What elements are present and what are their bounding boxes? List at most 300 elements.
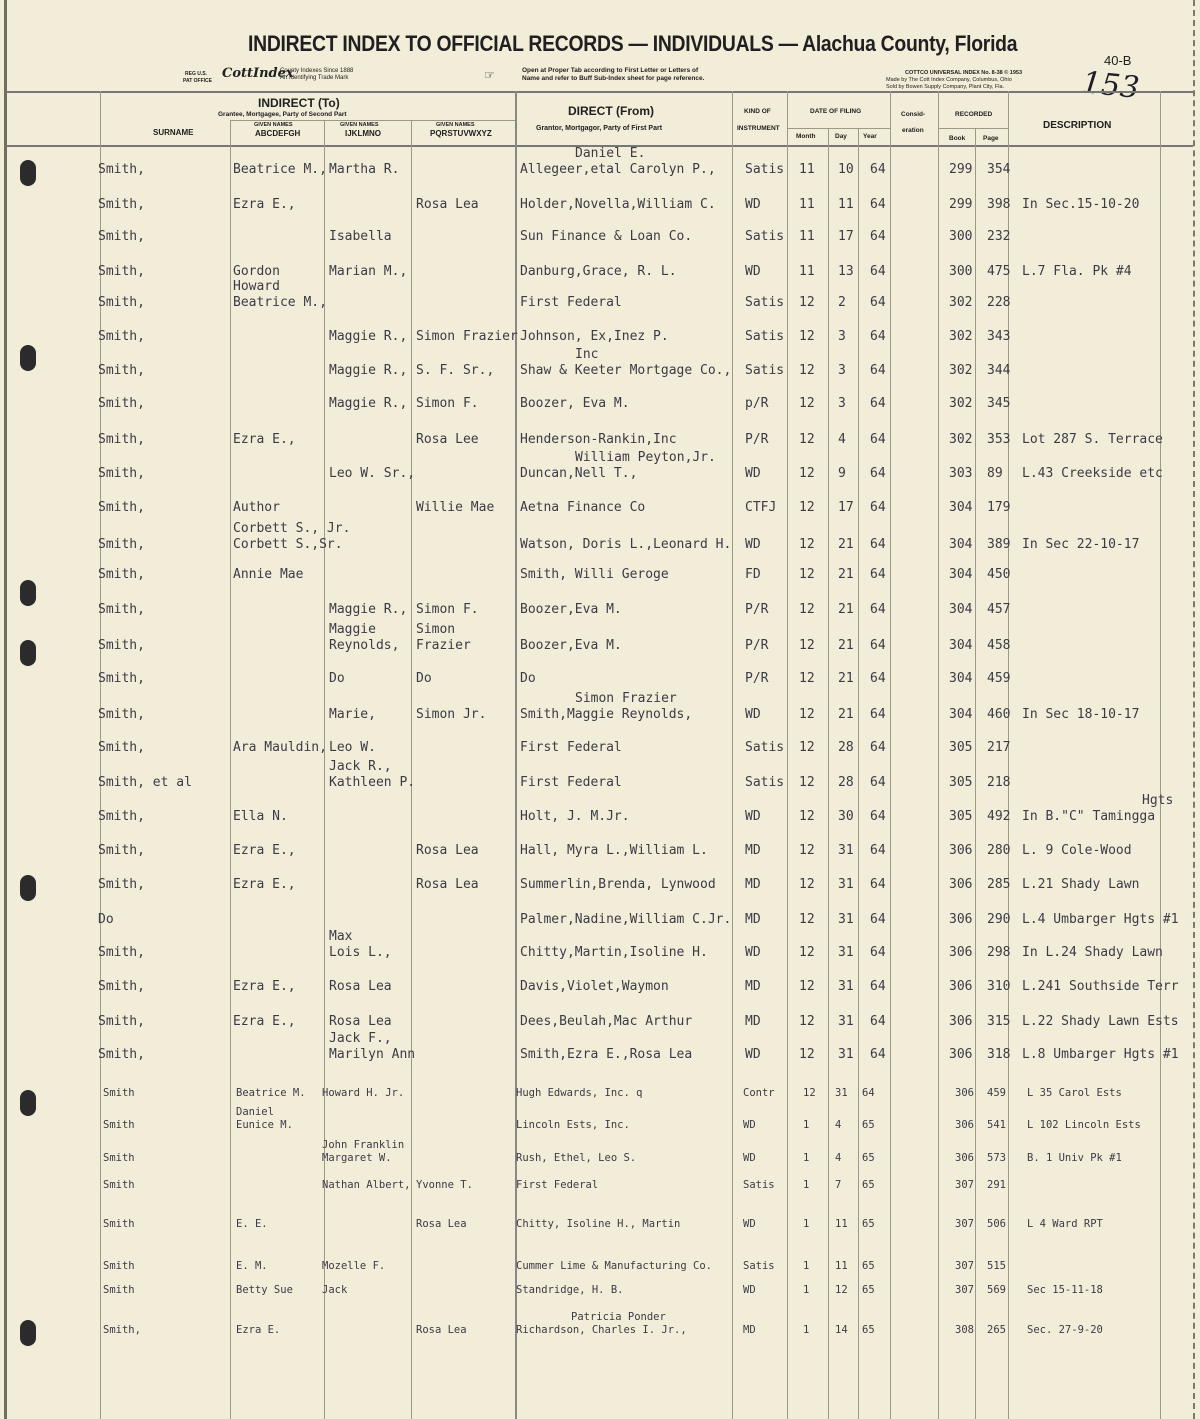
grantor-cell: Aetna Finance Co <box>520 500 646 515</box>
filing-day-cell: 31 <box>838 1047 854 1062</box>
grantor-cell: Allegeer,etal Carolyn P., <box>520 162 716 177</box>
given-names-label: GIVEN NAMES <box>254 122 293 128</box>
page-left-edge <box>4 0 7 1419</box>
direct-subheader: Grantor, Mortgagor, Party of First Part <box>536 125 663 132</box>
filing-day-cell: 28 <box>838 740 854 755</box>
filing-year-cell: 64 <box>870 1014 886 1029</box>
instrument-kind-cell: Satis <box>743 1260 775 1272</box>
given-name-i-o-upper-line: Jack F., <box>329 1031 392 1046</box>
instrument-kind-cell: WD <box>743 1218 756 1230</box>
binder-hole <box>20 640 36 666</box>
record-page-cell: 228 <box>987 295 1011 310</box>
surname-cell: Smith, <box>98 295 145 310</box>
record-page-cell: 475 <box>987 264 1011 279</box>
record-page-cell: 285 <box>987 877 1011 892</box>
grantor-upper-line: Simon Frazier <box>575 691 677 706</box>
grantor-cell: Boozer,Eva M. <box>520 602 622 617</box>
col-divider <box>100 91 101 1419</box>
record-book-cell: 304 <box>949 602 973 617</box>
description-cell: L. 9 Cole-Wood <box>1022 843 1132 858</box>
record-page-cell: 217 <box>987 740 1011 755</box>
page-header: Page <box>983 135 999 142</box>
filing-month-cell: 12 <box>799 396 815 411</box>
grantor-upper-line: William Peyton,Jr. <box>575 450 716 465</box>
description-cell: Lot 287 S. Terrace <box>1022 432 1163 447</box>
record-page-cell: 541 <box>987 1119 1006 1131</box>
instrument-kind-cell: WD <box>745 945 761 960</box>
given-name-a-h-cell: Ezra E., <box>233 979 296 994</box>
given-name-i-o-cell: Reynolds, <box>329 638 400 653</box>
surname-cell: Smith, <box>98 809 145 824</box>
day-header: Day <box>835 133 847 140</box>
binder-hole <box>20 160 36 186</box>
filing-year-cell: 65 <box>862 1260 875 1272</box>
record-book-cell: 306 <box>949 1047 973 1062</box>
description-cell: L.43 Creekside etc <box>1022 466 1163 481</box>
filing-day-cell: 31 <box>838 1014 854 1029</box>
given-name-i-o-cell: Maggie R., <box>329 329 408 344</box>
filing-month-cell: 12 <box>799 1014 815 1029</box>
record-page-cell: 450 <box>987 567 1011 582</box>
given-name-i-o-cell: Howard H. Jr. <box>322 1087 405 1099</box>
filing-year-cell: 65 <box>862 1218 875 1230</box>
grantor-upper-line: Patricia Ponder <box>571 1311 666 1323</box>
record-book-cell: 299 <box>949 197 973 212</box>
instrument-kind-cell: CTFJ <box>745 500 777 515</box>
filing-day-cell: 31 <box>838 945 854 960</box>
record-book-cell: 304 <box>949 537 973 552</box>
instrument-kind-cell: P/R <box>745 638 769 653</box>
instrument-kind-cell: Satis <box>745 740 785 755</box>
filing-year-cell: 64 <box>870 979 886 994</box>
filing-month-cell: 1 <box>803 1218 810 1230</box>
surname-cell: Smith, <box>98 500 145 515</box>
description-cell: Sec. 27-9-20 <box>1027 1324 1103 1336</box>
filing-day-cell: 14 <box>835 1324 848 1336</box>
book-header: Book <box>949 135 966 142</box>
filing-day-cell: 4 <box>835 1152 842 1164</box>
given-names-label: GIVEN NAMES <box>436 122 475 128</box>
filing-year-cell: 64 <box>862 1087 875 1099</box>
recorded-header: RECORDED <box>955 111 993 118</box>
surname-cell: Smith, <box>98 1047 145 1062</box>
given-name-a-h-cell: Corbett S.,Sr. <box>233 537 343 552</box>
surname-cell: Smith, <box>98 197 145 212</box>
surname-cell: Smith, <box>98 537 145 552</box>
given-name-p-z-cell: S. F. Sr., <box>416 363 495 378</box>
filing-year-cell: 65 <box>862 1284 875 1296</box>
surname-cell: Smith, <box>98 638 145 653</box>
record-book-cell: 306 <box>949 912 973 927</box>
instrument-kind-cell: Satis <box>745 229 785 244</box>
record-book-cell: 305 <box>949 809 973 824</box>
filing-day-cell: 31 <box>838 979 854 994</box>
record-book-cell: 304 <box>949 638 973 653</box>
instrument-kind-cell: WD <box>745 809 761 824</box>
filing-month-cell: 12 <box>799 912 815 927</box>
col-divider <box>858 128 859 1419</box>
col-divider <box>890 91 891 1419</box>
filing-year-cell: 64 <box>870 295 886 310</box>
given-name-i-o-cell: Nathan Albert, <box>322 1179 411 1191</box>
record-page-cell: 506 <box>987 1218 1006 1230</box>
surname-cell: Smith, et al <box>98 775 192 790</box>
record-book-cell: 305 <box>949 775 973 790</box>
binder-hole <box>20 1320 36 1346</box>
filing-month-cell: 12 <box>803 1087 816 1099</box>
surname-cell: Smith, <box>98 432 145 447</box>
filing-month-cell: 11 <box>799 264 815 279</box>
filing-month-cell: 1 <box>803 1119 810 1131</box>
given-name-p-z-cell: Yvonne T. <box>416 1179 473 1191</box>
instruction-line1: Open at Proper Tab according to First Letter or Letters of <box>522 67 699 74</box>
given-name-i-o-cell: Leo W. Sr., <box>329 466 416 481</box>
grantor-cell: Chitty, Isoline H., Martin <box>516 1218 681 1230</box>
filing-year-cell: 64 <box>870 877 886 892</box>
record-book-cell: 300 <box>949 264 973 279</box>
binder-hole <box>20 1090 36 1116</box>
given-range-i-o: IJKLMNO <box>345 129 381 138</box>
instrument-kind-cell: P/R <box>745 432 769 447</box>
publisher-line3: Sold by Bowen Supply Company, Plant City, Fla. <box>886 84 1005 90</box>
grantor-cell: Smith,Ezra E.,Rosa Lea <box>520 1047 693 1062</box>
record-page-cell: 460 <box>987 707 1011 722</box>
filing-year-cell: 64 <box>870 1047 886 1062</box>
record-page-cell: 232 <box>987 229 1011 244</box>
record-page-cell: 218 <box>987 775 1011 790</box>
filing-year-cell: 65 <box>862 1119 875 1131</box>
record-book-cell: 306 <box>949 945 973 960</box>
filing-day-cell: 3 <box>838 363 846 378</box>
description-cell: In Sec 22-10-17 <box>1022 537 1140 552</box>
given-name-i-o-upper-line: Maggie <box>329 622 376 637</box>
col-divider <box>1160 91 1161 1419</box>
record-book-cell: 304 <box>949 500 973 515</box>
binder-hole <box>20 345 36 371</box>
record-book-cell: 306 <box>955 1087 974 1099</box>
surname-cell: Smith <box>103 1152 135 1164</box>
grantor-cell: Lincoln Ests, Inc. <box>516 1119 630 1131</box>
given-name-a-h-cell: Ella N. <box>233 809 288 824</box>
surname-cell: Smith, <box>98 671 145 686</box>
filing-year-cell: 64 <box>870 945 886 960</box>
filing-year-cell: 64 <box>870 396 886 411</box>
instrument-kind-cell: P/R <box>745 602 769 617</box>
filing-month-cell: 12 <box>799 775 815 790</box>
record-page-cell: 457 <box>987 602 1011 617</box>
description-cell: In L.24 Shady Lawn <box>1022 945 1163 960</box>
filing-month-cell: 12 <box>799 363 815 378</box>
given-name-a-h-cell: Ezra E., <box>233 432 296 447</box>
surname-cell: Smith <box>103 1218 135 1230</box>
given-name-a-h-cell: Gordon <box>233 264 280 279</box>
record-book-cell: 306 <box>949 843 973 858</box>
record-book-cell: 307 <box>955 1260 974 1272</box>
col-divider <box>828 128 829 1419</box>
given-range-p-z: PQRSTUVWXYZ <box>430 129 492 138</box>
filing-month-cell: 12 <box>799 500 815 515</box>
instrument-kind-cell: MD <box>745 912 761 927</box>
given-name-a-h-cell: Ezra E., <box>233 877 296 892</box>
instrument-kind-cell: Satis <box>745 295 785 310</box>
kind-header-1: KIND OF <box>744 108 771 115</box>
year-header: Year <box>863 133 877 140</box>
description-upper-line: Hgts <box>1142 793 1174 808</box>
instrument-kind-cell: Satis <box>745 775 785 790</box>
record-page-cell: 315 <box>987 1014 1011 1029</box>
given-name-i-o-cell: Isabella <box>329 229 392 244</box>
filing-month-cell: 12 <box>799 602 815 617</box>
grantor-cell: Hall, Myra L.,William L. <box>520 843 708 858</box>
instrument-kind-cell: FD <box>745 567 761 582</box>
given-name-a-h-cell: E. M. <box>236 1260 268 1272</box>
instrument-kind-cell: Satis <box>745 162 785 177</box>
description-cell: L.7 Fla. Pk #4 <box>1022 264 1132 279</box>
kind-header-2: INSTRUMENT <box>737 125 780 132</box>
surname-cell: Smith, <box>98 707 145 722</box>
given-name-i-o-cell: Mozelle F. <box>322 1260 386 1272</box>
instrument-kind-cell: MD <box>745 843 761 858</box>
given-name-a-h-cell: Ara Mauldin, <box>233 740 327 755</box>
given-range-a-h: ABCDEFGH <box>255 129 301 138</box>
given-name-i-o-cell: Martha R. <box>329 162 400 177</box>
instrument-kind-cell: WD <box>743 1119 756 1131</box>
filing-month-cell: 12 <box>799 877 815 892</box>
given-name-a-h-cell: Ezra E., <box>233 843 296 858</box>
col-divider <box>324 120 325 1419</box>
grantor-cell: Cummer Lime & Manufacturing Co. <box>516 1260 712 1272</box>
given-name-p-z-cell: Simon Frazier <box>416 329 518 344</box>
grantor-cell: First Federal <box>520 740 622 755</box>
record-page-cell: 573 <box>987 1152 1006 1164</box>
grantor-cell: Summerlin,Brenda, Lynwood <box>520 877 716 892</box>
given-name-i-o-cell: Margaret W. <box>322 1152 392 1164</box>
record-page-cell: 318 <box>987 1047 1011 1062</box>
filing-year-cell: 64 <box>870 197 886 212</box>
instrument-kind-cell: p/R <box>745 396 769 411</box>
given-name-i-o-upper-line: John Franklin <box>322 1139 405 1151</box>
instrument-kind-cell: Satis <box>743 1179 775 1191</box>
record-book-cell: 307 <box>955 1218 974 1230</box>
filing-month-cell: 11 <box>799 197 815 212</box>
filing-day-cell: 7 <box>835 1179 842 1191</box>
record-page-cell: 345 <box>987 396 1011 411</box>
filing-month-cell: 12 <box>799 1047 815 1062</box>
surname-cell: Smith, <box>98 396 145 411</box>
description-cell: L.4 Umbarger Hgts #1 <box>1022 912 1179 927</box>
instruction-line2: Name and refer to Buff Sub-Index sheet for page reference. <box>522 75 705 82</box>
binder-hole <box>20 580 36 606</box>
description-cell: L.241 Southside Terr <box>1022 979 1179 994</box>
filing-year-cell: 64 <box>870 638 886 653</box>
filing-year-cell: 64 <box>870 740 886 755</box>
surname-cell: Smith, <box>98 602 145 617</box>
record-book-cell: 303 <box>949 466 973 481</box>
grantor-cell: Smith,Maggie Reynolds, <box>520 707 693 722</box>
record-page-cell: 179 <box>987 500 1011 515</box>
col-divider <box>1008 91 1009 1419</box>
page-right-edge <box>1193 0 1195 1419</box>
given-name-a-h-cell: Beatrice M. <box>236 1087 306 1099</box>
given-name-a-h-cell: Annie Mae <box>233 567 304 582</box>
filing-year-cell: 64 <box>870 432 886 447</box>
given-name-p-z-cell: Simon Jr. <box>416 707 487 722</box>
instrument-kind-cell: Satis <box>745 363 785 378</box>
given-name-p-z-cell: Rosa Lea <box>416 1324 467 1336</box>
given-name-p-z-cell: Willie Mae <box>416 500 495 515</box>
surname-cell: Smith <box>103 1087 135 1099</box>
given-name-p-z-cell: Simon F. <box>416 602 479 617</box>
filing-day-cell: 17 <box>838 229 854 244</box>
filing-month-cell: 1 <box>803 1324 810 1336</box>
filing-year-cell: 64 <box>870 500 886 515</box>
given-name-a-h-cell: E. E. <box>236 1218 268 1230</box>
instrument-kind-cell: WD <box>745 197 761 212</box>
record-page-cell: 280 <box>987 843 1011 858</box>
filing-year-cell: 65 <box>862 1324 875 1336</box>
surname-cell: Smith, <box>98 979 145 994</box>
filing-day-cell: 17 <box>838 500 854 515</box>
record-book-cell: 306 <box>949 979 973 994</box>
filing-year-cell: 64 <box>870 162 886 177</box>
given-name-i-o-cell: Maggie R., <box>329 396 408 411</box>
reg-mark-line2: PAT OFFICE <box>183 78 212 84</box>
given-name-a-h-cell: Ezra E., <box>233 197 296 212</box>
instrument-kind-cell: MD <box>745 1014 761 1029</box>
given-name-p-z-cell: Rosa Lea <box>416 1218 467 1230</box>
given-name-a-h-upper-line: Corbett S., Jr. <box>233 521 351 536</box>
filing-month-cell: 1 <box>803 1260 810 1272</box>
surname-cell: Smith <box>103 1119 135 1131</box>
record-book-cell: 299 <box>949 162 973 177</box>
record-page-cell: 398 <box>987 197 1011 212</box>
filing-month-cell: 1 <box>803 1284 810 1296</box>
instrument-kind-cell: WD <box>745 466 761 481</box>
record-page-cell: 298 <box>987 945 1011 960</box>
filing-year-cell: 64 <box>870 671 886 686</box>
record-book-cell: 302 <box>949 363 973 378</box>
filing-month-cell: 12 <box>799 979 815 994</box>
filing-month-cell: 12 <box>799 638 815 653</box>
given-name-i-o-cell: Maggie R., <box>329 363 408 378</box>
grantor-cell: Boozer, Eva M. <box>520 396 630 411</box>
grantor-cell: First Federal <box>520 295 622 310</box>
filing-year-cell: 64 <box>870 567 886 582</box>
grantor-cell: Henderson-Rankin,Inc <box>520 432 677 447</box>
indirect-subheader: Grantee, Mortgagee, Party of Second Part <box>218 111 347 118</box>
surname-cell: Smith, <box>98 945 145 960</box>
instrument-kind-cell: WD <box>745 1047 761 1062</box>
record-page-cell: 89 <box>987 466 1003 481</box>
filing-day-cell: 11 <box>835 1260 848 1272</box>
grantor-cell: Danburg,Grace, R. L. <box>520 264 677 279</box>
filing-year-cell: 64 <box>870 843 886 858</box>
surname-cell: Smith <box>103 1179 135 1191</box>
filing-month-cell: 11 <box>799 162 815 177</box>
filing-day-cell: 31 <box>838 843 854 858</box>
given-name-i-o-cell: Leo W. <box>329 740 376 755</box>
record-book-cell: 307 <box>955 1284 974 1296</box>
surname-cell: Do <box>98 912 114 927</box>
given-name-i-o-cell: Marie, <box>329 707 376 722</box>
surname-cell: Smith, <box>98 329 145 344</box>
filing-month-cell: 12 <box>799 671 815 686</box>
col-divider <box>938 91 939 1419</box>
description-cell: L.8 Umbarger Hgts #1 <box>1022 1047 1179 1062</box>
col-divider <box>732 91 733 1419</box>
grantor-cell: Holt, J. M.Jr. <box>520 809 630 824</box>
record-page-cell: 354 <box>987 162 1011 177</box>
filing-day-cell: 31 <box>838 877 854 892</box>
date-header: DATE OF FILING <box>810 108 862 115</box>
grantor-upper-line: Daniel E. <box>575 146 646 161</box>
publisher-line2: Made by The Cott Index Company, Columbus, Ohio <box>886 77 1012 83</box>
header-top-rule <box>6 91 1193 93</box>
grantor-cell: Standridge, H. B. <box>516 1284 624 1296</box>
instrument-kind-cell: MD <box>743 1324 756 1336</box>
filing-year-cell: 65 <box>862 1179 875 1191</box>
filing-month-cell: 12 <box>799 945 815 960</box>
surname-cell: Smith <box>103 1284 135 1296</box>
record-page-cell: 389 <box>987 537 1011 552</box>
given-name-p-z-cell: Simon F. <box>416 396 479 411</box>
filing-month-cell: 12 <box>799 707 815 722</box>
given-name-i-o-cell: Jack <box>322 1284 348 1296</box>
description-header: DESCRIPTION <box>1043 120 1112 131</box>
record-page-cell: 265 <box>987 1324 1006 1336</box>
instrument-kind-cell: Contr <box>743 1087 775 1099</box>
record-page-cell: 344 <box>987 363 1011 378</box>
grantor-cell: Do <box>520 671 536 686</box>
cott-logo: CottIndex <box>222 66 294 81</box>
given-name-i-o-cell: Marian M., <box>329 264 408 279</box>
description-cell: B. 1 Univ Pk #1 <box>1027 1152 1122 1164</box>
given-name-a-h-cell: Ezra E., <box>233 1014 296 1029</box>
record-book-cell: 304 <box>949 567 973 582</box>
given-name-p-z-cell: Rosa Lea <box>416 877 479 892</box>
col-divider <box>411 120 412 1419</box>
record-page-cell: 290 <box>987 912 1011 927</box>
record-book-cell: 306 <box>955 1152 974 1164</box>
instrument-kind-cell: MD <box>745 979 761 994</box>
filing-year-cell: 64 <box>870 602 886 617</box>
record-book-cell: 302 <box>949 329 973 344</box>
record-book-cell: 304 <box>949 707 973 722</box>
month-header: Month <box>796 133 816 140</box>
filing-month-cell: 1 <box>803 1152 810 1164</box>
grantor-cell: Shaw & Keeter Mortgage Co., <box>520 363 732 378</box>
surname-cell: Smith, <box>98 229 145 244</box>
filing-year-cell: 65 <box>862 1152 875 1164</box>
surname-cell: Smith, <box>98 264 145 279</box>
filing-year-cell: 64 <box>870 329 886 344</box>
direct-header: DIRECT (From) <box>568 104 654 118</box>
surname-cell: Smith, <box>98 877 145 892</box>
given-name-i-o-cell: Maggie R., <box>329 602 408 617</box>
filing-month-cell: 12 <box>799 432 815 447</box>
col-divider <box>230 120 231 1419</box>
given-name-a-h-cell: Betty Sue <box>236 1284 293 1296</box>
description-cell: Sec 15-11-18 <box>1027 1284 1103 1296</box>
record-book-cell: 304 <box>949 671 973 686</box>
given-name-p-z-cell: Rosa Lea <box>416 197 479 212</box>
surname-cell: Smith, <box>103 1324 141 1336</box>
grantor-cell: Boozer,Eva M. <box>520 638 622 653</box>
filing-year-cell: 64 <box>870 466 886 481</box>
given-names-rule <box>230 120 515 121</box>
filing-year-cell: 64 <box>870 264 886 279</box>
given-name-a-h-cell: Eunice M. <box>236 1119 293 1131</box>
